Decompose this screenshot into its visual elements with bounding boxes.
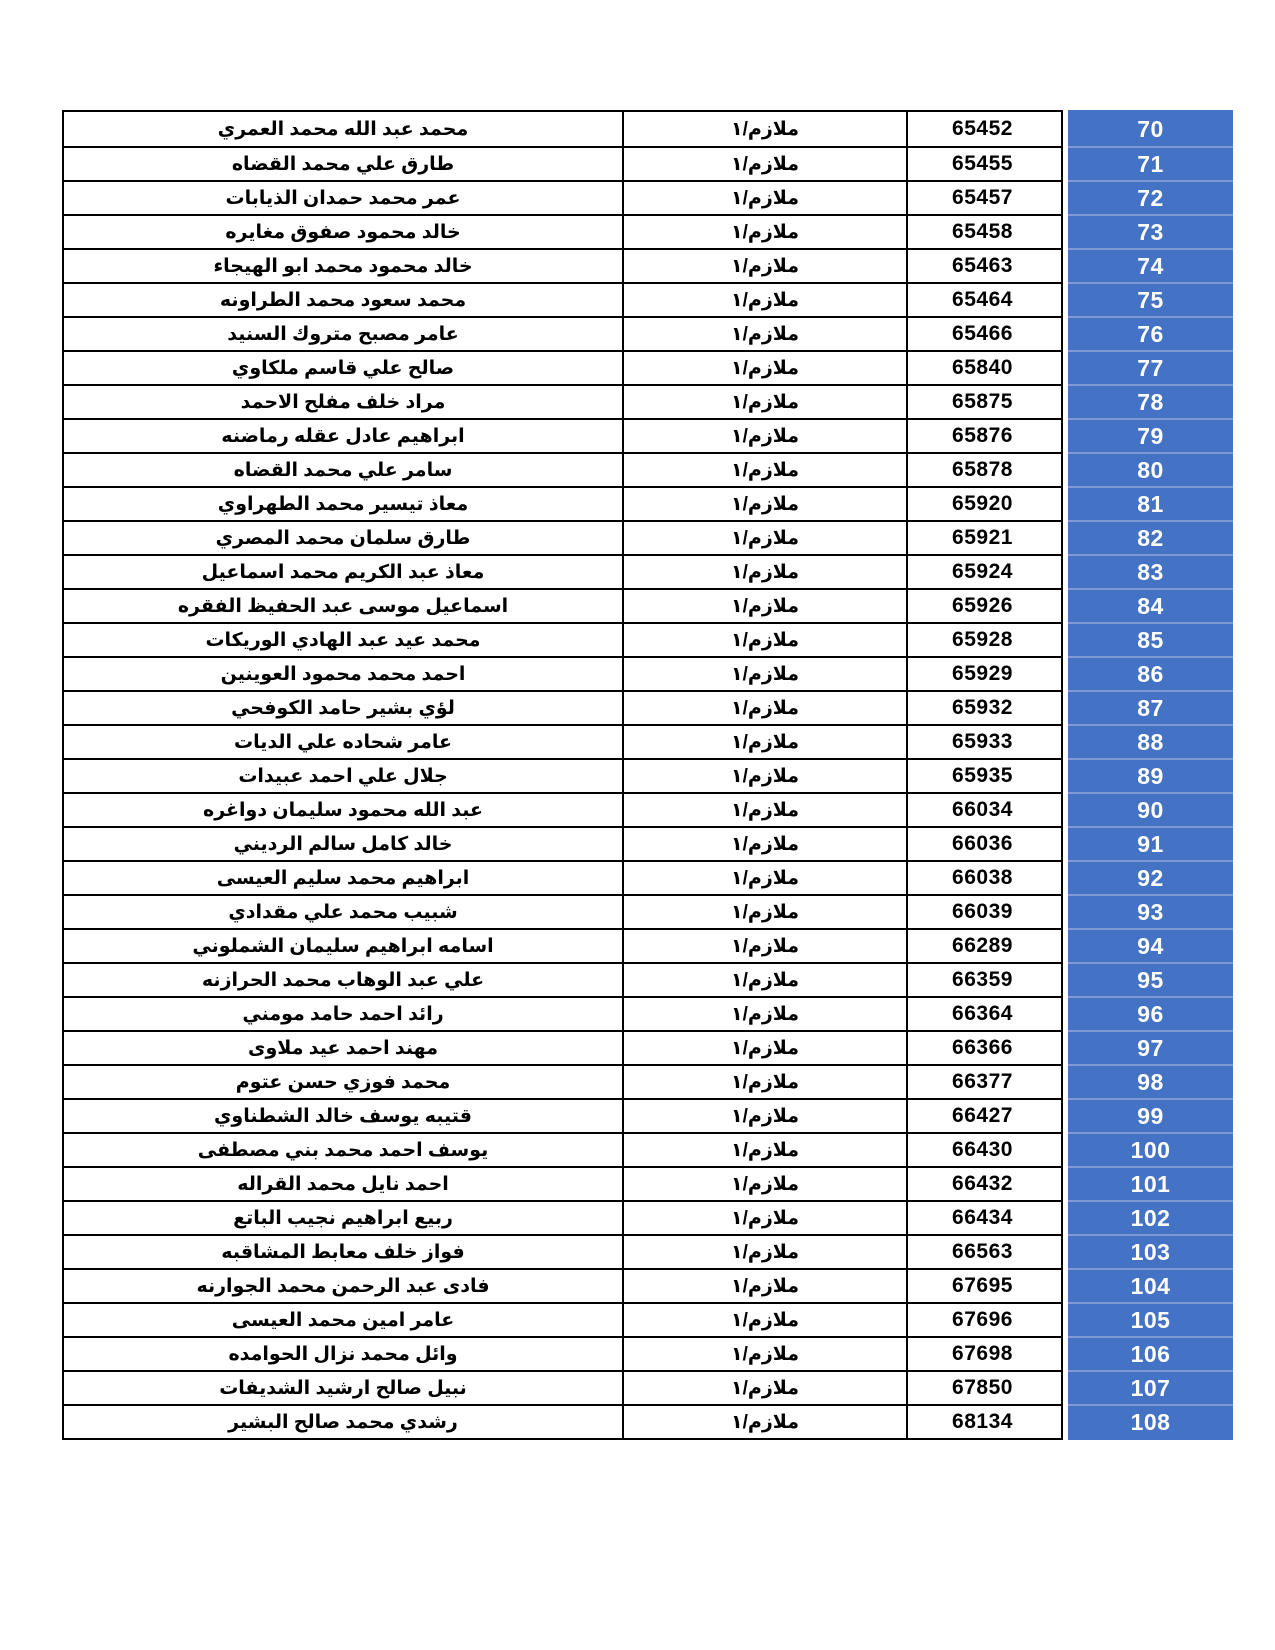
officer-name: رائد احمد حامد مومني — [242, 1003, 444, 1025]
officer-rank: ملازم/١ — [622, 1202, 906, 1234]
table-row — [64, 384, 1061, 418]
row-number-cell: 100 — [1068, 1132, 1233, 1166]
row-number-cell: 87 — [1068, 690, 1233, 724]
officer-rank: ملازم/١ — [622, 1372, 906, 1404]
officer-rank: ملازم/١ — [622, 148, 906, 180]
officer-rank: ملازم/١ — [622, 998, 906, 1030]
military-number: 65875 — [906, 386, 1057, 418]
officer-name: صالح علي قاسم ملكاوي — [231, 357, 455, 379]
table-row — [64, 962, 1061, 996]
officer-name: خالد محمود محمد ابو الهيجاء — [213, 255, 473, 277]
military-number: 66034 — [906, 794, 1057, 826]
table-row — [64, 1200, 1061, 1234]
table-row — [64, 1030, 1061, 1064]
officer-name: عمر محمد حمدان الذيابات — [225, 187, 461, 209]
officer-rank: ملازم/١ — [622, 1168, 906, 1200]
military-number: 65458 — [906, 216, 1057, 248]
row-number-cell: 106 — [1068, 1336, 1233, 1370]
officer-name: ابراهيم عادل عقله رماضنه — [221, 425, 465, 447]
officer-rank: ملازم/١ — [622, 1304, 906, 1336]
officer-name: محمد عبد الله محمد العمري — [217, 118, 469, 140]
officer-rank: ملازم/١ — [622, 1032, 906, 1064]
military-number: 65928 — [906, 624, 1057, 656]
military-number: 65929 — [906, 658, 1057, 690]
table-row — [64, 350, 1061, 384]
table-row — [64, 792, 1061, 826]
officer-name: نبيل صالح ارشيد الشديفات — [219, 1377, 467, 1399]
military-number: 65463 — [906, 250, 1057, 282]
table-row — [64, 1268, 1061, 1302]
table-row — [64, 520, 1061, 554]
row-number-cell: 82 — [1068, 520, 1233, 554]
officer-rank: ملازم/١ — [622, 1236, 906, 1268]
military-number: 66359 — [906, 964, 1057, 996]
table-row — [64, 1336, 1061, 1370]
officer-rank: ملازم/١ — [622, 488, 906, 520]
officer-name: يوسف احمد محمد بني مصطفى — [197, 1139, 489, 1161]
military-number: 66366 — [906, 1032, 1057, 1064]
officer-name: اسماعيل موسى عبد الحفيظ الفقره — [177, 595, 509, 617]
officer-rank: ملازم/١ — [622, 930, 906, 962]
officer-rank: ملازم/١ — [622, 1270, 906, 1302]
military-number: 65876 — [906, 420, 1057, 452]
table-row — [64, 656, 1061, 690]
table-row — [64, 112, 1061, 146]
officer-name: لؤي بشير حامد الكوفحي — [231, 697, 455, 719]
row-number-cell: 81 — [1068, 486, 1233, 520]
table-row — [64, 826, 1061, 860]
military-number: 65457 — [906, 182, 1057, 214]
row-number-cell: 107 — [1068, 1370, 1233, 1404]
military-number: 66038 — [906, 862, 1057, 894]
officer-rank: ملازم/١ — [622, 556, 906, 588]
officer-name: اسامه ابراهيم سليمان الشملوني — [192, 935, 494, 957]
officer-name: وائل محمد نزال الحوامده — [228, 1343, 458, 1365]
row-number-cell: 86 — [1068, 656, 1233, 690]
military-number: 68134 — [906, 1406, 1057, 1438]
row-number-cell: 84 — [1068, 588, 1233, 622]
table-row — [64, 554, 1061, 588]
military-number: 66377 — [906, 1066, 1057, 1098]
officer-name: ابراهيم محمد سليم العيسى — [216, 867, 470, 889]
table-row — [64, 690, 1061, 724]
officer-name: عبد الله محمود سليمان دواغره — [203, 799, 483, 821]
military-number: 65933 — [906, 726, 1057, 758]
officer-roster-table — [62, 110, 1063, 1440]
table-row — [64, 1166, 1061, 1200]
table-row — [64, 452, 1061, 486]
row-number-cell: 74 — [1068, 248, 1233, 282]
officer-name: رشدي محمد صالح البشير — [228, 1411, 458, 1433]
military-number: 66432 — [906, 1168, 1057, 1200]
row-number-cell: 104 — [1068, 1268, 1233, 1302]
officer-rank: ملازم/١ — [622, 590, 906, 622]
table-row — [64, 588, 1061, 622]
officer-rank: ملازم/١ — [622, 182, 906, 214]
officer-rank: ملازم/١ — [622, 726, 906, 758]
row-number-cell: 72 — [1068, 180, 1233, 214]
table-row — [64, 1302, 1061, 1336]
military-number: 67850 — [906, 1372, 1057, 1404]
officer-name: خالد كامل سالم الرديني — [233, 833, 453, 855]
military-number: 65921 — [906, 522, 1057, 554]
row-number-cell: 83 — [1068, 554, 1233, 588]
row-number-column — [1068, 110, 1233, 1440]
officer-name: خالد محمود صفوق مغايره — [225, 221, 461, 243]
military-number: 65840 — [906, 352, 1057, 384]
officer-rank: ملازم/١ — [622, 454, 906, 486]
officer-name: علي عبد الوهاب محمد الحرازنه — [201, 969, 485, 991]
row-number-cell: 88 — [1068, 724, 1233, 758]
officer-rank: ملازم/١ — [622, 658, 906, 690]
officer-name: جلال علي احمد عبيدات — [238, 765, 448, 787]
row-number-cell: 91 — [1068, 826, 1233, 860]
officer-rank: ملازم/١ — [622, 216, 906, 248]
officer-rank: ملازم/١ — [622, 624, 906, 656]
military-number: 65452 — [906, 112, 1057, 146]
officer-name: محمد سعود محمد الطراونه — [219, 289, 467, 311]
officer-rank: ملازم/١ — [622, 1406, 906, 1438]
table-row — [64, 1098, 1061, 1132]
officer-rank: ملازم/١ — [622, 760, 906, 792]
row-number-cell: 93 — [1068, 894, 1233, 928]
row-number-cell: 90 — [1068, 792, 1233, 826]
officer-name: محمد عيد عبد الهادي الوريكات — [205, 629, 481, 651]
military-number: 65932 — [906, 692, 1057, 724]
officer-name: شبيب محمد علي مقدادي — [228, 901, 458, 923]
table-row — [64, 996, 1061, 1030]
row-number-cell: 80 — [1068, 452, 1233, 486]
table-row — [64, 928, 1061, 962]
table-row — [64, 214, 1061, 248]
officer-rank: ملازم/١ — [622, 386, 906, 418]
military-number: 65920 — [906, 488, 1057, 520]
officer-name: ربيع ابراهيم نجيب الباتع — [233, 1207, 453, 1229]
row-number-cell: 94 — [1068, 928, 1233, 962]
officer-name: قتيبه يوسف خالد الشطناوي — [214, 1105, 472, 1127]
row-number-cell: 92 — [1068, 860, 1233, 894]
officer-name: عامر شحاده علي الديات — [234, 731, 452, 753]
table-row — [64, 894, 1061, 928]
officer-rank: ملازم/١ — [622, 862, 906, 894]
row-number-cell: 73 — [1068, 214, 1233, 248]
table-row — [64, 1132, 1061, 1166]
officer-rank: ملازم/١ — [622, 318, 906, 350]
officer-name: معاذ تيسير محمد الطهراوي — [217, 493, 469, 515]
row-number-cell: 101 — [1068, 1166, 1233, 1200]
row-number-cell: 85 — [1068, 622, 1233, 656]
military-number: 66289 — [906, 930, 1057, 962]
officer-rank: ملازم/١ — [622, 1134, 906, 1166]
officer-name: عامر مصبح متروك السنيد — [227, 323, 459, 345]
officer-rank: ملازم/١ — [622, 794, 906, 826]
officer-name: سامر علي محمد القضاه — [233, 459, 453, 481]
table-row — [64, 622, 1061, 656]
officer-rank: ملازم/١ — [622, 896, 906, 928]
military-number: 65466 — [906, 318, 1057, 350]
row-number-cell: 77 — [1068, 350, 1233, 384]
officer-name: محمد فوزي حسن عتوم — [235, 1071, 451, 1093]
row-number-cell: 78 — [1068, 384, 1233, 418]
military-number: 65926 — [906, 590, 1057, 622]
officer-name: مهند احمد عيد ملاوى — [248, 1037, 438, 1059]
officer-name: طارق علي محمد القضاه — [231, 153, 455, 175]
table-row — [64, 248, 1061, 282]
officer-rank: ملازم/١ — [622, 1100, 906, 1132]
military-number: 66434 — [906, 1202, 1057, 1234]
officer-name: احمد محمد محمود العوينين — [220, 663, 466, 685]
table-row — [64, 316, 1061, 350]
officer-rank: ملازم/١ — [622, 250, 906, 282]
row-number-cell: 75 — [1068, 282, 1233, 316]
table-row — [64, 146, 1061, 180]
military-number: 67698 — [906, 1338, 1057, 1370]
row-number-cell: 108 — [1068, 1404, 1233, 1438]
officer-name: فادى عبد الرحمن محمد الجوارنه — [196, 1275, 490, 1297]
officer-name: فواز خلف معابط المشاقبه — [221, 1241, 465, 1263]
table-row — [64, 1064, 1061, 1098]
table-row — [64, 282, 1061, 316]
officer-name: احمد نايل محمد القراله — [237, 1173, 449, 1195]
officer-name: مراد خلف مفلح الاحمد — [240, 391, 446, 413]
military-number: 65455 — [906, 148, 1057, 180]
military-number: 65878 — [906, 454, 1057, 486]
row-number-cell: 97 — [1068, 1030, 1233, 1064]
military-number: 66563 — [906, 1236, 1057, 1268]
table-row — [64, 860, 1061, 894]
military-number: 66427 — [906, 1100, 1057, 1132]
table-row — [64, 1404, 1061, 1438]
row-number-cell: 98 — [1068, 1064, 1233, 1098]
officer-name: عامر امين محمد العيسى — [231, 1309, 455, 1331]
officer-rank: ملازم/١ — [622, 1066, 906, 1098]
officer-rank: ملازم/١ — [622, 522, 906, 554]
officer-rank: ملازم/١ — [622, 284, 906, 316]
officer-rank: ملازم/١ — [622, 692, 906, 724]
officer-rank: ملازم/١ — [622, 828, 906, 860]
officer-name: معاذ عبد الكريم محمد اسماعيل — [201, 561, 485, 583]
table-row — [64, 724, 1061, 758]
row-number-cell: 105 — [1068, 1302, 1233, 1336]
military-number: 66036 — [906, 828, 1057, 860]
table-row — [64, 758, 1061, 792]
row-number-cell: 71 — [1068, 146, 1233, 180]
row-number-cell: 79 — [1068, 418, 1233, 452]
military-number: 65924 — [906, 556, 1057, 588]
officer-rank: ملازم/١ — [622, 420, 906, 452]
officer-rank: ملازم/١ — [622, 964, 906, 996]
officer-name: طارق سلمان محمد المصري — [215, 527, 471, 549]
row-number-cell: 76 — [1068, 316, 1233, 350]
table-row — [64, 1370, 1061, 1404]
table-row — [64, 1234, 1061, 1268]
row-number-cell: 99 — [1068, 1098, 1233, 1132]
row-number-cell: 103 — [1068, 1234, 1233, 1268]
military-number: 66430 — [906, 1134, 1057, 1166]
row-number-cell: 89 — [1068, 758, 1233, 792]
row-number-cell: 102 — [1068, 1200, 1233, 1234]
row-number-cell: 95 — [1068, 962, 1233, 996]
table-row — [64, 180, 1061, 214]
officer-rank: ملازم/١ — [622, 352, 906, 384]
military-number: 65935 — [906, 760, 1057, 792]
military-number: 67695 — [906, 1270, 1057, 1302]
table-row — [64, 486, 1061, 520]
officer-rank: ملازم/١ — [622, 112, 906, 146]
table-row — [64, 418, 1061, 452]
military-number: 65464 — [906, 284, 1057, 316]
officer-rank: ملازم/١ — [622, 1338, 906, 1370]
row-number-cell: 96 — [1068, 996, 1233, 1030]
row-number-cell: 70 — [1137, 115, 1164, 142]
military-number: 66039 — [906, 896, 1057, 928]
military-number: 66364 — [906, 998, 1057, 1030]
military-number: 67696 — [906, 1304, 1057, 1336]
